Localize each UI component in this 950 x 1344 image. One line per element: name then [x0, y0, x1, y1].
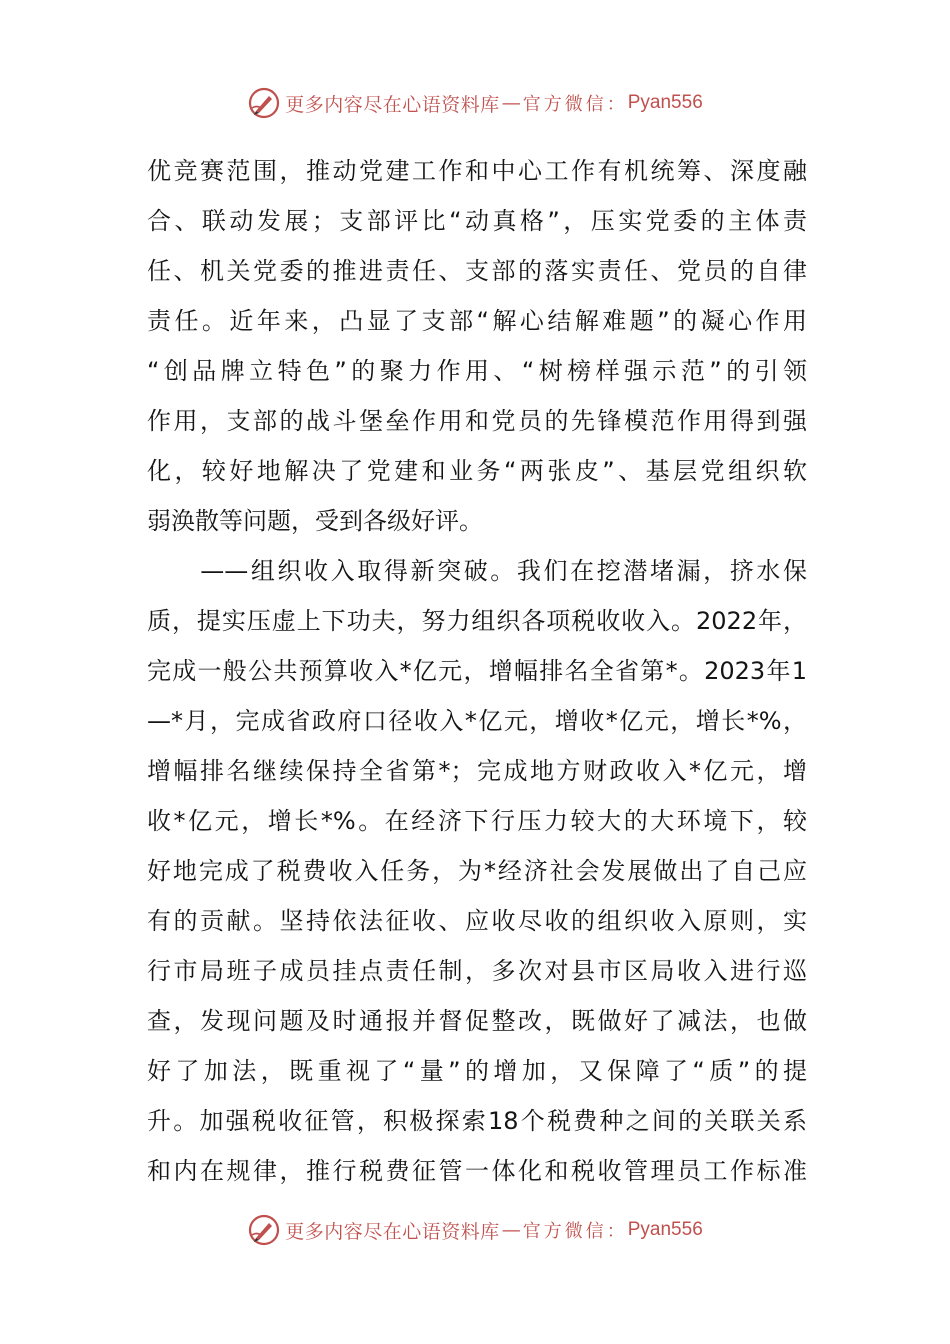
footer-site-text: 更多内容尽在心语资料库 [285, 1220, 500, 1243]
body-line: 弱涣散等问题，受到各级好评。 [147, 507, 483, 535]
body-line: 增幅排名继续保持全省第*；完成地方财政收入*亿元，增 [147, 757, 807, 785]
body-line: “创品牌立特色”的聚力作用、“树榜样强示范”的引领 [147, 357, 807, 385]
body-line: 合、联动发展；支部评比“动真格”，压实党委的主体责 [147, 207, 807, 235]
body-line: 作用，支部的战斗堡垒作用和党员的先锋模范作用得到强 [147, 407, 807, 435]
body-line: 质，提实压虚上下功夫，努力组织各项税收收入。2022年， [147, 607, 807, 635]
header-dash: — [501, 92, 521, 114]
header-wechat-id: Pyan556 [627, 92, 703, 113]
body-line: 查，发现问题及时通报并督促整改，既做好了减法，也做 [147, 1007, 807, 1035]
body-line: 升。加强税收征管，积极探索18个税费种之间的关联关系 [147, 1107, 807, 1135]
body-line: ——组织收入取得新突破。我们在挖潜堵漏，挤水保 [147, 557, 807, 585]
header-banner [0, 83, 950, 123]
body-line: 优竞赛范围，推动党建工作和中心工作有机统筹、深度融 [147, 157, 807, 185]
pen-logo-icon [247, 1213, 281, 1247]
body-line: 收*亿元，增长*%。在经济下行压力较大的大环境下，较 [147, 807, 807, 835]
body-line: 好地完成了税费收入任务，为*经济社会发展做出了自己应 [147, 857, 807, 885]
footer-banner [0, 1210, 950, 1250]
body-line: —*月，完成省政府口径收入*亿元，增收*亿元，增长*%， [147, 707, 807, 735]
footer-dash: — [501, 1219, 521, 1241]
footer-wechat-id: Pyan556 [627, 1219, 703, 1240]
header-wechat-label: 官方微信： [522, 94, 628, 115]
body-line: 责任。近年来，凸显了支部“解心结解难题”的凝心作用 [147, 307, 807, 335]
body-line: 任、机关党委的推进责任、支部的落实责任、党员的自律 [147, 257, 807, 285]
body-line: 有的贡献。坚持依法征收、应收尽收的组织收入原则，实 [147, 907, 807, 935]
body-line: 和内在规律，推行税费征管一体化和税收管理员工作标准 [147, 1157, 807, 1185]
pen-logo-icon [247, 86, 281, 120]
body-line: 行市局班子成员挂点责任制，多次对县市区局收入进行巡 [147, 957, 807, 985]
body-line: 化，较好地解决了党建和业务“两张皮”、基层党组织软 [147, 457, 807, 485]
body-line: 完成一般公共预算收入*亿元，增幅排名全省第*。2023年1 [147, 657, 807, 685]
footer-wechat-label: 官方微信： [522, 1221, 628, 1242]
header-site-text: 更多内容尽在心语资料库 [285, 93, 500, 116]
body-line: 好了加法，既重视了“量”的增加，又保障了“质”的提 [147, 1057, 807, 1085]
document-body [147, 146, 807, 1196]
